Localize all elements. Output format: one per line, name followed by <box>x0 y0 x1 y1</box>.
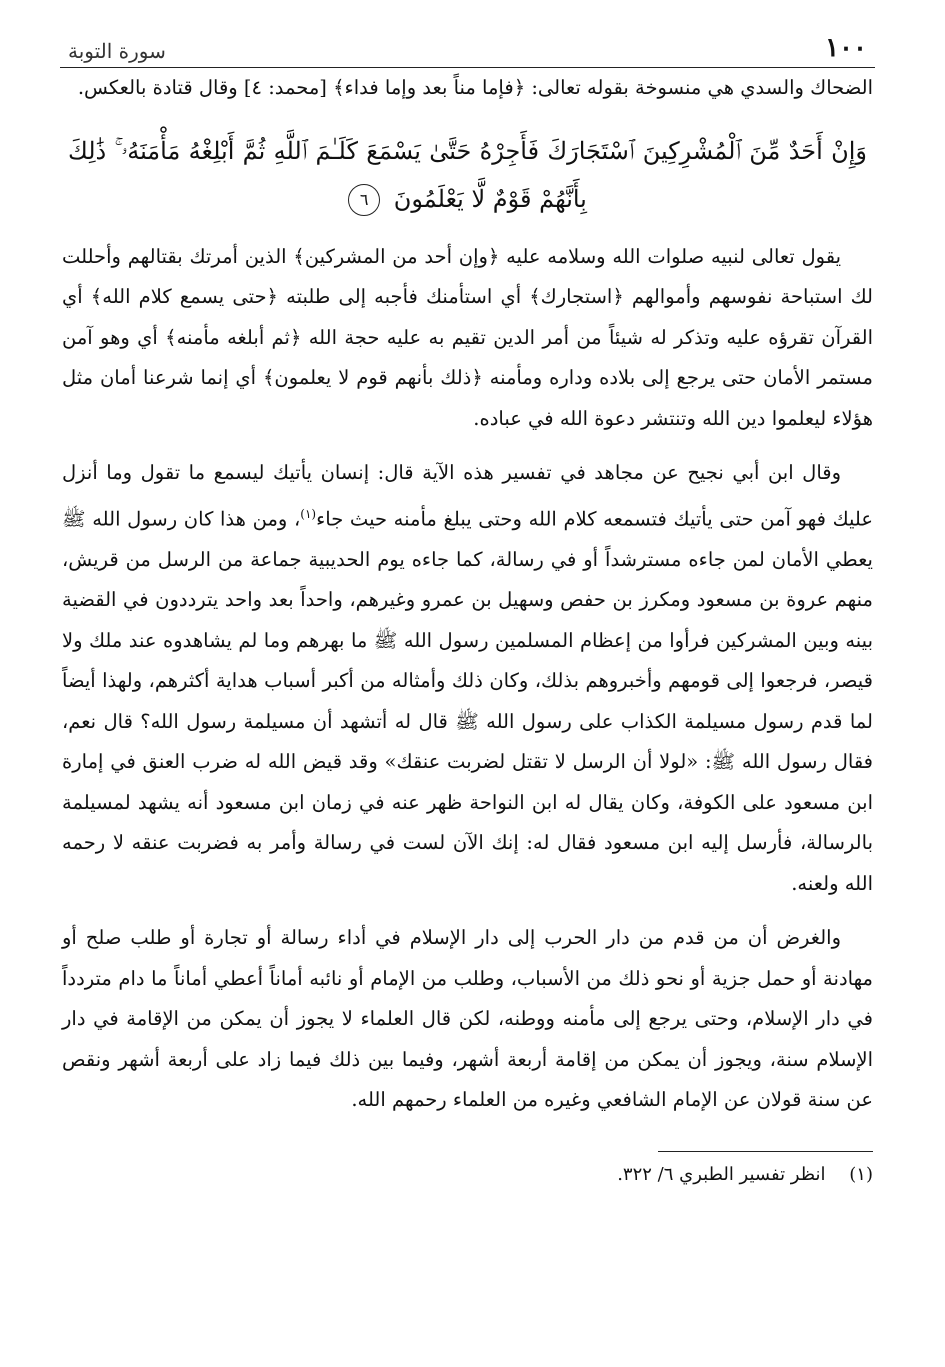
book-page <box>60 30 875 1340</box>
surah-title: سورة التوبة <box>68 39 166 63</box>
footnote-text: انظر تفسير الطبري ٦/ ٣٢٢. <box>617 1163 826 1185</box>
footnote-reference[interactable]: (١) <box>300 506 317 521</box>
paragraph-tafsir-3: والغرض أن من قدم من دار الحرب إلى دار الإسلام في أداء رسالة أو تجارة أو طلب صلح أو مهادنة أو حمل جزية أو نحو ذلك من الأسباب، وطلب من الإمام أو نائبه أماناً أعطي أماناً ما دام متردداً في دار الإسلام، وحتى يرجع إلى مأمنه ووطنه، لكن قال العلماء لا يجوز أن يمكن من الإقامة في دار الإسلام سنة، ويجوز أن يمكن من إقامة أربعة أشهر، وفيما بين ذلك فيما زاد على أربعة أشهر ونقص عن سنة قولان عن الإمام الشافعي وغيره من العلماء رحمهم الله. <box>62 926 873 1111</box>
paragraph-intro: الضحاك والسدي هي منسوخة بقوله تعالى: ﴿فإما مناً بعد وإما فداء﴾ [محمد: ٤] وقال قتادة بالعكس. <box>77 76 873 99</box>
paragraph-tafsir-1: يقول تعالى لنبيه صلوات الله وسلامه عليه ﴿وإن أحد من المشركين﴾ الذين أمرتك بقتالهم وأحللت لك استباحة نفوسهم وأموالهم ﴿استجارك﴾ أي استأمنك فأجبه إلى طلبته ﴿حتى يسمع كلام الله﴾ أي القرآن تقرؤه عليه وتذكر له شيئاً من أمر الدين تقيم به عليه حجة الله ﴿ثم أبلغه مأمنه﴾ أي وهو آمن مستمر الأمان حتى يرجع إلى بلاده وداره ومأمنه ﴿ذلك بأنهم قوم لا يعلمون﴾ أي إنما شرعنا أمان مثل هؤلاء ليعلموا دين الله وتنتشر دعوة الله في عباده. <box>62 244 873 430</box>
quran-verse <box>62 127 873 223</box>
footnote-mark: (١) <box>849 1163 873 1185</box>
footnote-divider <box>658 1151 873 1152</box>
running-head <box>60 30 875 68</box>
paragraph-tafsir-2-part-a: وقال ابن أبي نجيح عن مجاهد في تفسير هذه الآية قال: إنسان يأتيك ليسمع ما تقول وما أنزل عليك فهو آمن حتى يأتيك فتسمعه كلام الله وحتى يبلغ مأمنه حيث جاء <box>62 461 873 530</box>
page-body <box>60 68 875 1190</box>
ayah-number-marker: ٦ <box>348 184 380 216</box>
page-number: ١٠٠ <box>825 33 867 63</box>
paragraph-tafsir-2 <box>62 453 873 904</box>
verse-text: وَإِنْ أَحَدٌ مِّنَ ٱلْمُشْرِكِينَ ٱسْتَجَارَكَ فَأَجِرْهُ حَتَّىٰ يَسْمَعَ كَلَـٰمَ ٱللَّهِ ثُمَّ أَبْلِغْهُ مَأْمَنَهُۥ ۚ ذَٰلِكَ بِأَنَّهُمْ قَوْمٌ لَّا يَعْلَمُونَ <box>68 136 867 213</box>
footnote <box>62 1160 873 1190</box>
paragraph-tafsir-2-part-b: ، ومن هذا كان رسول الله ﷺ يعطي الأمان لمن جاءه مسترشداً أو في رسالة، كما جاءه يوم الحديبية جماعة من الرسل من قريش، منهم عروة بن مسعود ومكرز بن حفص وسهيل بن عمرو وغيرهم، واحداً بعد واحد يترددون في القضية بينه وبين المشركين فرأوا من إعظام المسلمين رسول الله ﷺ ما بهرهم وما لم يشاهدوه عند ملك ولا قيصر، فرجعوا إلى قومهم وأخبروهم بذلك، وكان ذلك وأمثاله من أكبر أسباب هداية أكثرهم، ولهذا أيضاً لما قدم رسول مسيلمة الكذاب على رسول الله ﷺ قال له أتشهد أن مسيلمة رسول الله؟ قال نعم، فقال رسول الله ﷺ: «لولا أن الرسل لا تقتل لضربت عنقك» وقد قيض الله له ضرب العنق في إمارة ابن مسعود على الكوفة، وكان يقال له ابن النواحة ظهر عنه في زمان ابن مسعود أنه يشهد لمسيلمة بالرسالة، فأرسل إليه ابن مسعود فقال له: إنك الآن لست في رسالة وأمر به فضربت عنقه لا رحمه الله ولعنه. <box>62 507 873 895</box>
